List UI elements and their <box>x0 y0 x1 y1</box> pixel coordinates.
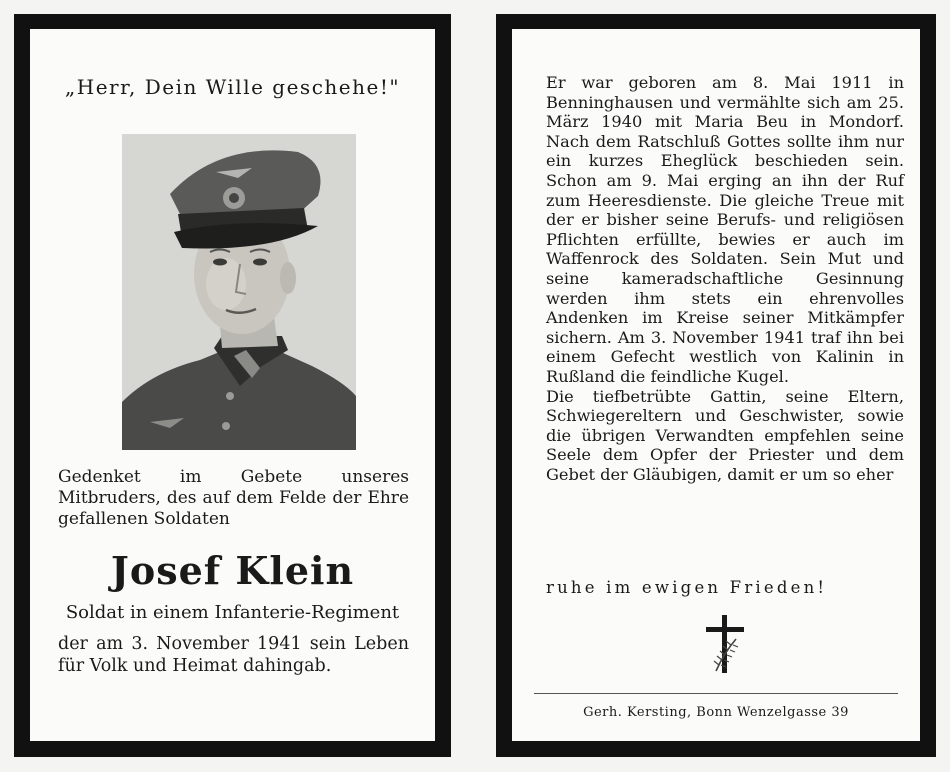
memorial-card-front <box>14 14 451 757</box>
deceased-name: Josef Klein <box>110 548 355 593</box>
cross-with-palm-icon <box>702 613 748 675</box>
biography-paragraph: Er war geboren am 8. Mai 1911 in Benninghausen und vermählte sich am 25. März 1940 mit Maria Beu in Mondorf. Nach dem Ratschluß Gottes sollte ihm nur ein kurzes Eheglück beschieden sein. Schon am 9. Mai erging an ihn der Ruf zum Heeresdienste. Die gleiche Treue mit der er bisher seine Berufs- und religiösen Pflichten erfüllte, bewies er auch im Waffenrock des Soldaten. Sein Mut und seine kameradschaftliche Gesinnung werden ihm stets ein ehrenvolles Andenken im Kreise seiner Mitkämpfer sichern. Am 3. November 1941 traf ihn bei einem Gefecht westlich von Kalinin in Rußland die feindliche Kugel. <box>546 73 904 386</box>
intro-text: Gedenket im Gebete unseres Mitbruders, des auf dem Felde der Ehre gefallenen Soldaten <box>58 467 409 529</box>
biography-text <box>546 73 904 484</box>
printer-credit: Gerh. Kersting, Bonn Wenzelgasse 39 <box>583 705 849 720</box>
death-text: der am 3. November 1941 sein Leben für Volk und Heimat dahingab. <box>58 634 409 676</box>
footer-divider <box>534 693 898 694</box>
rank-text: Soldat in einem Infanterie-Regiment <box>65 602 400 623</box>
memorial-card-back <box>496 14 936 757</box>
soldier-portrait <box>122 134 356 450</box>
family-paragraph: Die tiefbetrübte Gattin, seine Eltern, Schwiegereltern und Geschwister, sowie die übrigen Verwandten empfehlen seine Seele dem Opfer der Priester und dem Gebet der Gläubigen, damit er um so eher <box>546 386 904 484</box>
card-back-paper <box>512 29 920 741</box>
closing-line: ruhe im ewigen Frieden! <box>546 578 828 597</box>
card-front-paper <box>30 29 435 741</box>
motto: „Herr, Dein Wille geschehe!" <box>64 75 401 99</box>
